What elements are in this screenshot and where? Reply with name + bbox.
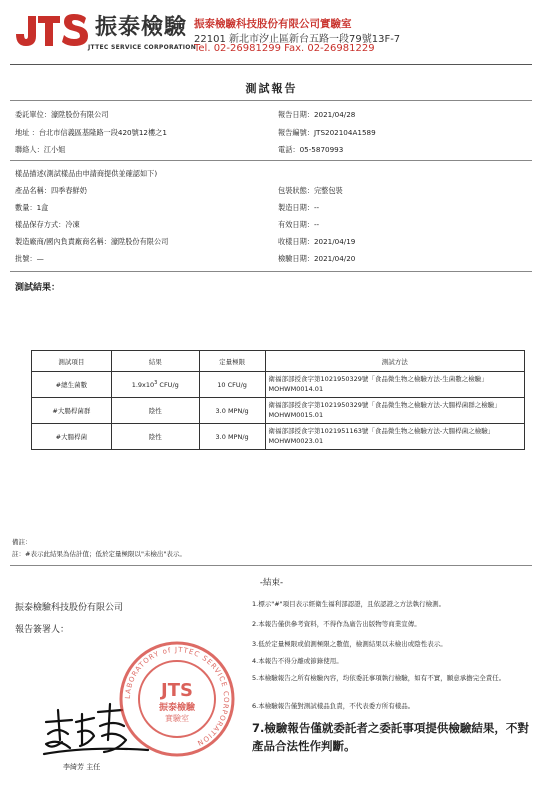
report-number: 報告編號：JTS202104A1589 xyxy=(278,128,376,137)
table-header-row xyxy=(32,351,525,372)
sample-quantity: 數量：1盒 xyxy=(15,203,49,212)
header-divider xyxy=(10,64,532,65)
document-title: 測試報告 xyxy=(245,82,298,95)
expiry-date: 有效日期：-- xyxy=(278,220,320,229)
brand-name-en: JTTEC SERVICE CORPORATION xyxy=(88,44,197,51)
notes-text: 註：#表示此結果為估計值；低於定量極限以"未檢出"表示。 xyxy=(12,550,186,558)
sample-description: 樣品描述(測試樣品由申請商提供並確認如下) xyxy=(15,169,158,178)
signer-label: 報告簽署人： xyxy=(15,625,70,635)
title-divider xyxy=(10,100,532,101)
header-quant-limit: 定量極限 xyxy=(199,351,265,372)
jts-logo xyxy=(10,8,94,52)
table-row xyxy=(32,372,525,398)
client-phone: 電話：05-5870993 xyxy=(278,145,344,154)
header-result: 結果 xyxy=(111,351,199,372)
clause-3: 3.低於定量極限或偵測極限之數值，檢測結果以未檢出或陰性表示。 xyxy=(252,640,447,648)
table-row xyxy=(32,424,525,450)
client-address: 地址 ：台北市信義區基隆路一段420號12樓之1 xyxy=(15,128,167,137)
signing-company: 振泰檢驗科技股份有限公司 xyxy=(15,603,124,613)
clause-4: 4.本報告不得分離或節錄使用。 xyxy=(252,657,343,665)
batch-number: 批號：— xyxy=(15,254,44,263)
test-item: #大腸桿菌 xyxy=(32,424,112,450)
clause-6: 6.本檢驗報告僅對測試樣品負責，不代表委方所有樣品。 xyxy=(252,702,415,710)
test-method: 衛福部部授食字第1021950329號「食品微生物之檢驗方法-生菌數之檢驗」MOHWM0014.01 xyxy=(265,372,524,398)
client-unit: 委託單位：濠陞股份有限公司 xyxy=(15,110,109,119)
received-date: 收樣日期：2021/04/19 xyxy=(278,237,356,246)
notes-label: 備註： xyxy=(12,538,32,546)
test-item: #大腸桿菌群 xyxy=(32,398,112,424)
result-value: 陰性 xyxy=(111,398,199,424)
header-test-method: 測試方法 xyxy=(265,351,524,372)
clause-5: 5.本檢驗報告之所有檢驗內容，均依委託事項執行檢驗，如有不實，願意承擔完全責任。 xyxy=(252,674,506,682)
notes-divider xyxy=(10,565,532,566)
clause-2: 2.本報告僅供參考資料，不得作為廣告出版物等商業宣傳。 xyxy=(252,620,421,628)
manufacturer-name: 製造廠商/國內負責廠商名稱：濠陞股份有限公司 xyxy=(15,237,169,246)
quant-limit: 3.0 MPN/g xyxy=(199,398,265,424)
lab-name: 振泰檢驗科技股份有限公司實驗室 xyxy=(194,18,352,30)
clause-1: 1.標示"#"項目表示經衛生福利部認證，且依認證之方法執行檢測。 xyxy=(252,600,446,608)
end-mark: -結束- xyxy=(259,578,284,588)
product-name: 產品名稱：四季春鮮奶 xyxy=(15,186,87,195)
brand-name-cn: 振泰檢驗 xyxy=(95,14,188,40)
packaging-status: 包裝狀態：完整包裝 xyxy=(278,186,343,195)
quant-limit: 3.0 MPN/g xyxy=(199,424,265,450)
result-value: 陰性 xyxy=(111,424,199,450)
test-date: 檢驗日期：2021/04/20 xyxy=(278,254,356,263)
svg-text:實驗室: 實驗室 xyxy=(165,714,189,723)
lab-address: 22101 新北市汐止區新台五路一段79號13F-7 xyxy=(194,34,401,45)
contact-person: 聯絡人：江小姐 xyxy=(15,145,66,154)
quant-limit: 10 CFU/g xyxy=(199,372,265,398)
clause-7: 7.檢驗報告僅就委託者之委託事項提供檢驗結果，不對產品合法性作判斷。 xyxy=(252,721,529,753)
header-test-item: 測試項目 xyxy=(32,351,112,372)
results-title: 測試結果： xyxy=(15,283,61,293)
storage-method: 樣品保存方式：冷凍 xyxy=(15,220,80,229)
test-method: 衛福部部授食字第1021951163號「食品微生物之檢驗方法-大腸桿菌之檢驗」MOHWM0023.01 xyxy=(265,424,524,450)
client-divider xyxy=(10,160,532,161)
test-item: #總生菌數 xyxy=(32,372,112,398)
results-table xyxy=(31,350,525,450)
result-value: $1.9x10^3$ CFU/g xyxy=(111,372,199,398)
svg-text:振泰檢驗: 振泰檢驗 xyxy=(158,703,196,713)
laboratory-seal xyxy=(118,640,236,758)
report-date: 報告日期：2021/04/28 xyxy=(278,110,356,119)
test-method: 衛福部部授食字第1021950329號「食品微生物之檢驗方法-大腸桿菌群之檢驗」MOHWM0015.01 xyxy=(265,398,524,424)
sample-divider xyxy=(10,271,532,272)
signer-name-title: 李綺芳 主任 xyxy=(63,763,101,771)
table-row xyxy=(32,398,525,424)
manufacture-date: 製造日期：-- xyxy=(278,203,320,212)
lab-tel-fax: Tel. 02-26981299 Fax. 02-26981229 xyxy=(194,43,375,54)
svg-text:LABORATORY of JTTEC SERVICE CO: LABORATORY of JTTEC SERVICE CORPORATION xyxy=(123,645,231,748)
svg-text:JTS: JTS xyxy=(161,680,193,701)
